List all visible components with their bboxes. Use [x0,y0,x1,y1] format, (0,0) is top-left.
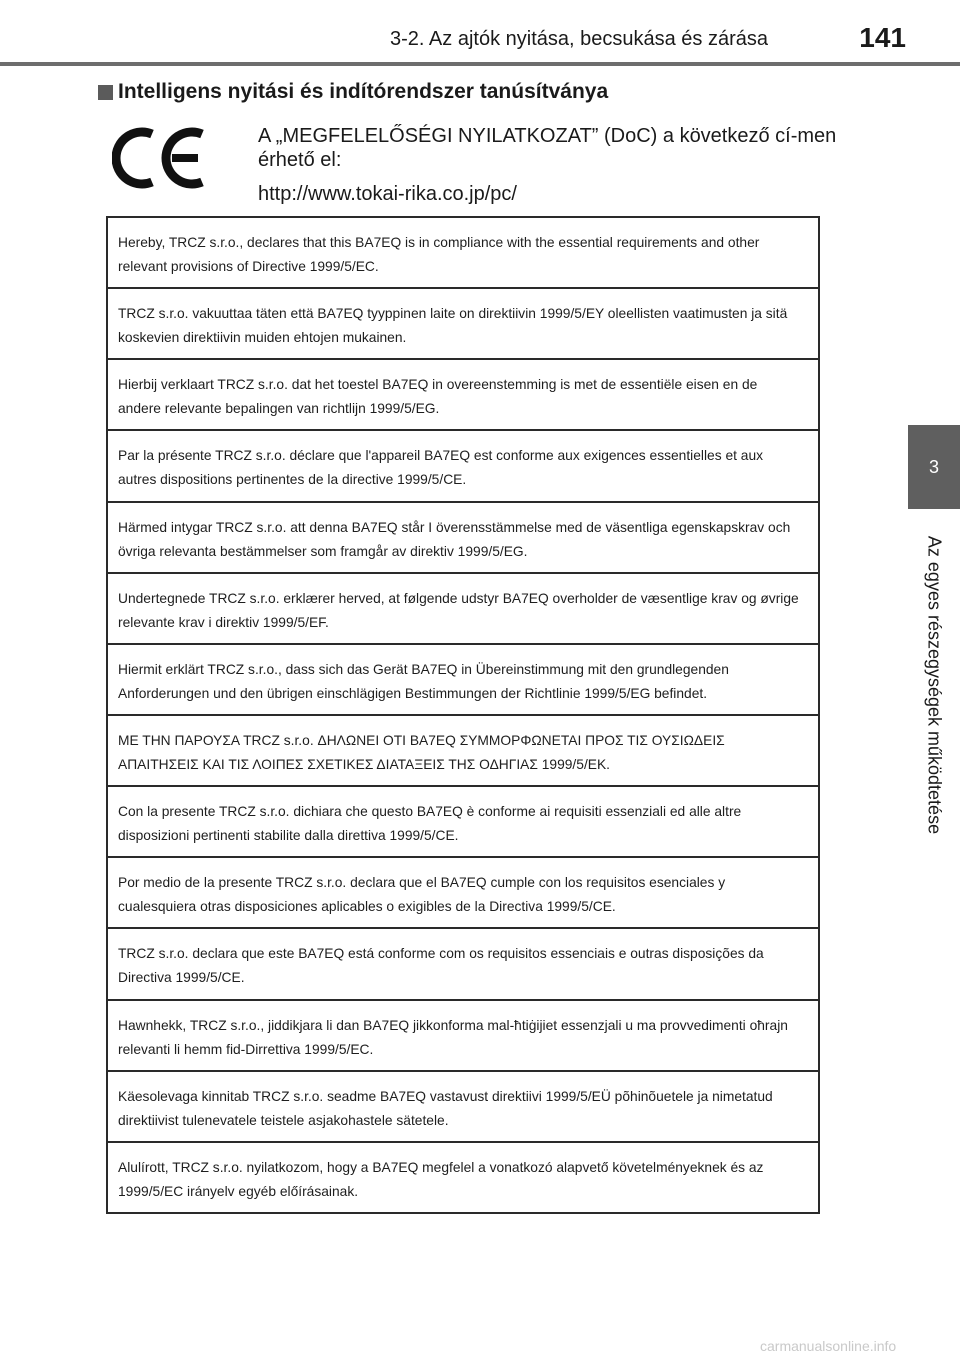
declaration-row-de: Hiermit erklärt TRCZ s.r.o., dass sich das Gerät BA7EQ in Übereinstimmung mit den grundlegenden Anforderungen und den übrigen einschlägigen Bestimmungen der Richtlinie 1999/5/EG befindet. [108,643,818,714]
chapter-tab[interactable] [908,425,960,509]
chapter-number: 3 [928,456,939,477]
site-watermark: carmanualsonline.info [760,1338,897,1354]
declaration-row-nl: Hierbij verklaart TRCZ s.r.o. dat het toestel BA7EQ in overeenstemming is met de essentiële eisen en de andere relevante bepalingen van richtlijn 1999/5/EG. [108,358,818,429]
page-number: 141 [859,22,906,53]
declaration-row-it: Con la presente TRCZ s.r.o. dichiara che questo BA7EQ è conforme ai requisiti essenziali ed alle altre disposizioni pertinenti stabilite dalla direttiva 1999/5/CE. [108,785,818,856]
declaration-row-da: Undertegnede TRCZ s.r.o. erklærer herved, at følgende udstyr BA7EQ overholder de væsentlige krav og øvrige relevante krav i direktiv 1999/5/EF. [108,572,818,643]
header-rule [0,62,960,66]
declaration-row-pt: TRCZ s.r.o. declara que este BA7EQ está conforme com os requisitos essenciais e outras disposições da Directiva 1999/5/CE. [108,927,818,998]
running-header-title: 3-2. Az ajtók nyitása, becsukása és zárása [390,28,768,50]
declaration-row-en: Hereby, TRCZ s.r.o., declares that this BA7EQ is in compliance with the essential requirements and other relevant provisions of Directive 1999/5/EC. [118,235,760,274]
declaration-row-sv: Härmed intygar TRCZ s.r.o. att denna BA7EQ står I överensstämmelse med de väsentliga egenskapskrav och övriga relevanta bestämmelser som framgår av direktiv 1999/5/EG. [108,501,818,572]
declaration-table [106,216,820,1214]
declaration-row-es: Por medio de la presente TRCZ s.r.o. declara que el BA7EQ cumple con los requisitos esenciales y cualesquiera otras disposiciones aplicables o exigibles de la Directiva 1999/5/CE. [108,856,818,927]
doc-intro-text: A „MEGFELELŐSÉGI NYILATKOZAT” (DoC) a következő cí-men érhető el: [258,125,837,171]
declaration-row-et: Käesolevaga kinnitab TRCZ s.r.o. seadme BA7EQ vastavust direktiivi 1999/5/EÜ põhinõuetele ja nimetatud direktiivist tulenevatele teistele asjakohastele sätetele. [108,1070,818,1141]
section-heading [98,80,608,104]
chapter-label: Az egyes részegységek működtetése [924,535,945,835]
declaration-row-fi: TRCZ s.r.o. vakuuttaa täten että BA7EQ tyyppinen laite on direktiivin 1999/5/EY oleellisten vaatimusten ja sitä koskevien direktiivin muiden ehtojen mukainen. [108,287,818,358]
square-bullet-icon [98,85,113,100]
doc-intro [258,124,858,206]
declaration-row-mt: Hawnhekk, TRCZ s.r.o., jiddikjara li dan BA7EQ jikkonforma mal-ħtiġijiet essenzjali u ma provvedimenti oħrajn relevanti li hemm fid-Dirrettiva 1999/5/EC. [108,999,818,1070]
ce-mark-icon [112,124,212,192]
doc-url-link[interactable]: http://www.tokai-rika.co.jp/pc/ [258,183,517,205]
declaration-row-fr: Par la présente TRCZ s.r.o. déclare que l'appareil BA7EQ est conforme aux exigences essentielles et aux autres dispositions pertinentes de la directive 1999/5/CE. [108,429,818,500]
section-heading-text: Intelligens nyitási és indítórendszer tanúsítványa [118,80,609,103]
declaration-row-el: ΜΕ ΤΗΝ ΠΑΡΟΥΣΑ TRCZ s.r.o. ΔΗΛΩΝΕΙ ΟΤΙ BA7EQ ΣΥΜΜΟΡΦΩΝΕΤΑΙ ΠΡΟΣ ΤΙΣ ΟΥΣΙΩΔΕΙΣ ΑΠΑΙΤΗΣΕΙΣ ΚΑΙ ΤΙΣ ΛΟΙΠΕΣ ΣΧΕΤΙΚΕΣ ΔΙΑΤΑΞΕΙΣ ΤΗΣ ΟΔΗΓΙΑΣ 1999/5/ΕΚ. [108,714,818,785]
declaration-row-hu: Alulírott, TRCZ s.r.o. nyilatkozom, hogy a BA7EQ megfelel a vonatkozó alapvető követelményeknek és az 1999/5/EC irányelv egyéb előírásainak. [108,1141,818,1212]
